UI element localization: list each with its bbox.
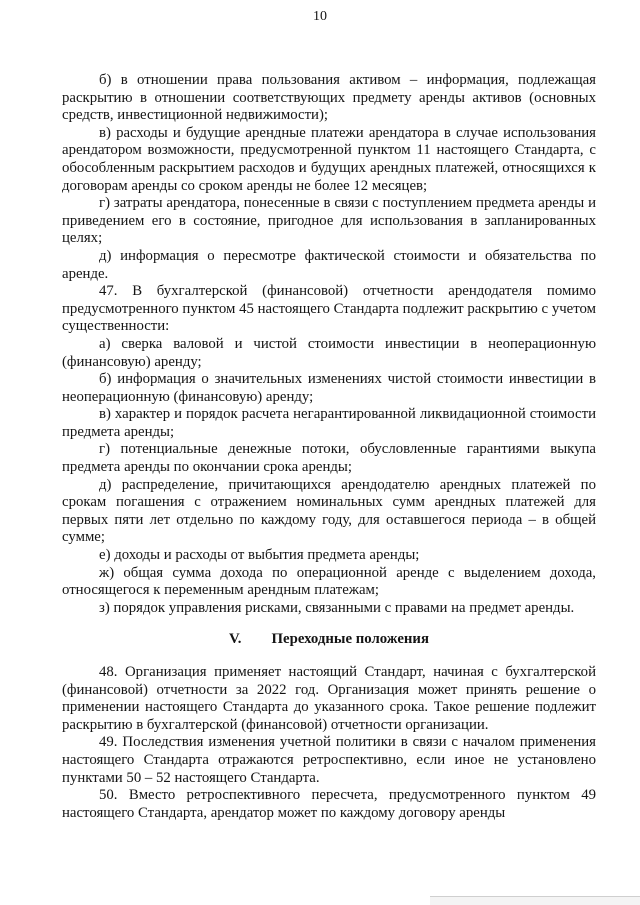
paragraph-47-z: з) порядок управления рисками, связанными с правами на предмет аренды. [99, 599, 575, 616]
paragraph-b-right-of-use: б) в отношении права пользования активом – информация, подлежащая раскрытию в отношении соответствующих предмету аренды активов (основных средств, инвестиционной недвижимости); [62, 72, 596, 124]
paragraph-47-d: д) распределение, причитающихся арендодателю арендных платежей по срокам погашения с отражением номинальных сумм арендных платежей для первых пяти лет отдельно по каждому году, для оставшегося периода – в общей сумме; [62, 476, 596, 546]
section-title: Переходные положения [271, 631, 429, 648]
paragraph-47-zh: ж) общая сумма дохода по операционной аренде с выделением дохода, относящегося к переменным арендным платежам; [62, 564, 596, 599]
paragraph-47-b: б) информация о значительных изменениях чистой стоимости инвестиции в неоперационную (финансовую) аренду; [62, 371, 596, 405]
paragraph-47-e: е) доходы и расходы от выбытия предмета аренды; [99, 547, 420, 564]
paragraph-47-v: в) характер и порядок расчета негарантированной ликвидационной стоимости предмета аренды; [62, 406, 596, 440]
document-body [62, 72, 596, 822]
scan-edge-artifact [430, 896, 640, 905]
paragraph-47-g: г) потенциальные денежные потоки, обусловленные гарантиями выкупа предмета аренды по окончании срока аренды; [62, 441, 596, 476]
paragraph-47-a: а) сверка валовой и чистой стоимости инвестиции в неоперационную (финансовую) аренду; [62, 335, 596, 370]
paragraph-g-lessee-costs: г) затраты арендатора, понесенные в связи с поступлением предмета аренды и приведением его в состояние, пригодное для использования в запланированных целях; [62, 195, 596, 247]
paragraph-v-lessee-expenses: в) расходы и будущие арендные платежи арендатора в случае использования арендатором возможности, предусмотренной пунктом 11 настоящего Стандарта, с обособленным раскрытием расходов и будущих арендных платежей, относящихся к договорам аренды со сроком аренды не более 12 месяцев; [62, 124, 596, 194]
section-number: V. [229, 631, 242, 648]
page-number: 10 [313, 9, 327, 24]
paragraph-48: 48. Организация применяет настоящий Стандарт, начиная с бухгалтерской (финансовой) отчетности за 2022 год. Организация может принять решение о применении настоящего Стандарта до указанного срока. Такое решение подлежит раскрытию в бухгалтерской (финансовой) отчетности организации. [62, 664, 596, 733]
section-heading [62, 631, 596, 649]
paragraph-47: 47. В бухгалтерской (финансовой) отчетности арендодателя помимо предусмотренного пунктом 45 настоящего Стандарта подлежит раскрытию с учетом существенности: [62, 283, 596, 335]
paragraph-49: 49. Последствия изменения учетной политики в связи с началом применения настоящего Стандарта отражаются ретроспективно, если иное не установлено пунктами 50 – 52 настоящего Стандарта. [62, 734, 596, 786]
paragraph-d-revaluation-info: д) информация о пересмотре фактической стоимости и обязательства по аренде. [62, 247, 596, 282]
paragraph-50: 50. Вместо ретроспективного пересчета, предусмотренного пунктом 49 настоящего Стандарта, арендатор может по каждому договору аренды [62, 787, 596, 821]
